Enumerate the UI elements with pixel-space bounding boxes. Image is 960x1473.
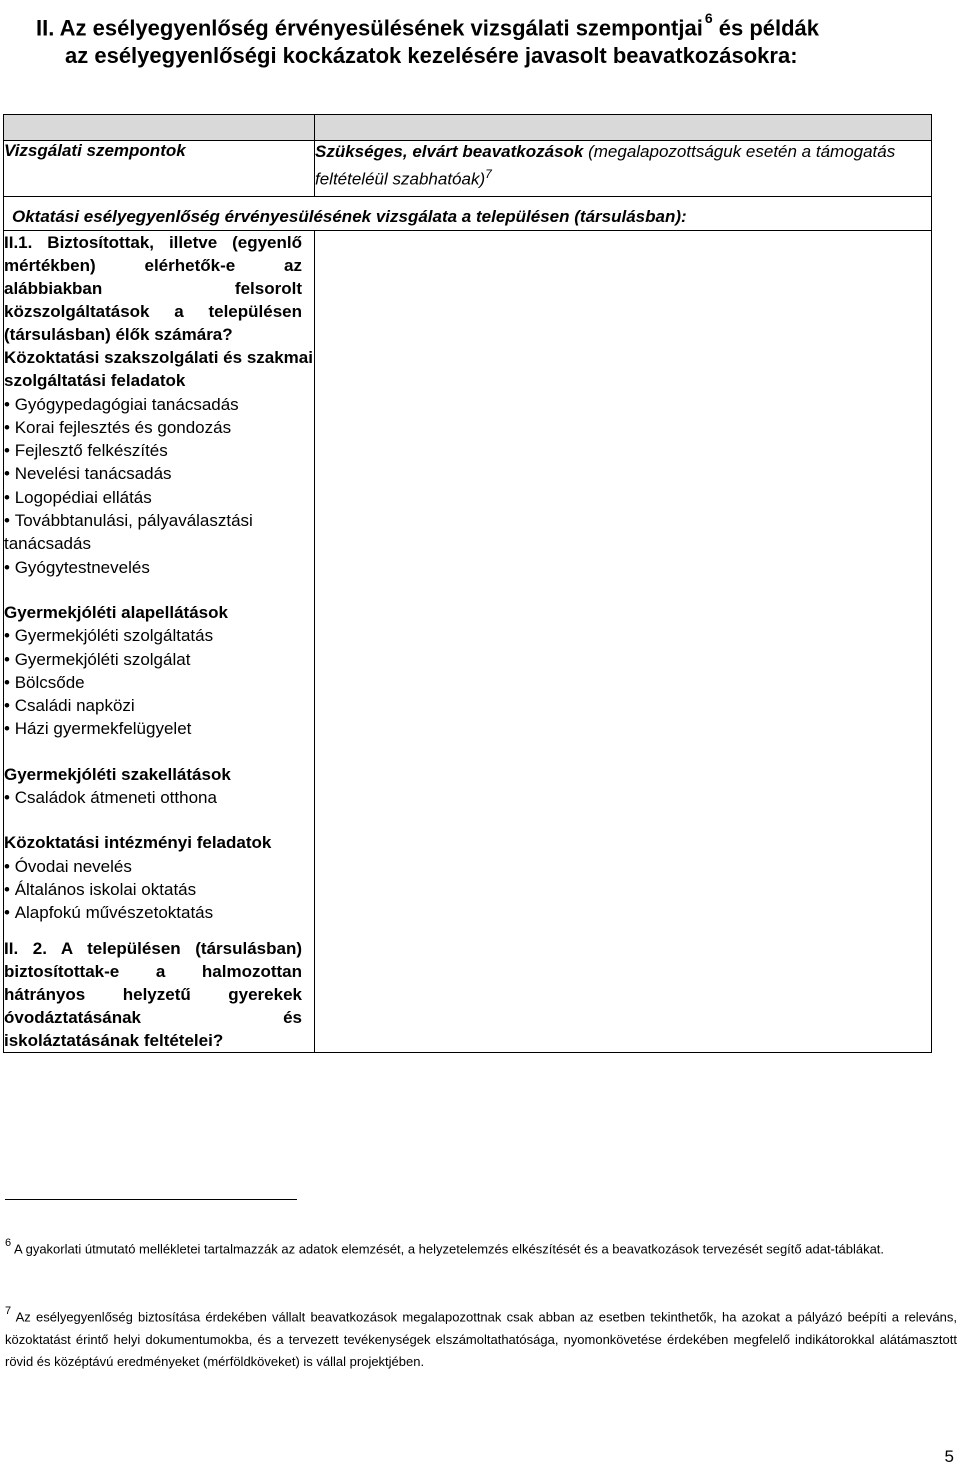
- service-group-4: [4, 831, 314, 924]
- list-item: • Házi gyermekfelügyelet: [4, 717, 314, 740]
- footnote-separator: [5, 1199, 297, 1200]
- column-header-interventions: [315, 141, 932, 197]
- footnote-6-mark: 6: [5, 1237, 12, 1249]
- list-item: • Alapfokú művészetoktatás: [4, 901, 314, 924]
- title-line2: az esélyegyenlőségi kockázatok kezelésére javasolt beavatkozásokra:: [65, 43, 798, 69]
- title-line1: II. Az esélyegyenlőség érvényesülésének vizsgálati szempontjai: [36, 15, 703, 41]
- list-item: • Nevelési tanácsadás: [4, 462, 314, 485]
- footnote-7: [5, 1302, 957, 1374]
- list-item: • Korai fejlesztés és gondozás: [4, 416, 314, 439]
- list-item: • Logopédiai ellátás: [4, 486, 314, 509]
- title-footnote-mark[interactable]: 6: [704, 10, 713, 26]
- list-item: • Továbbtanulási, pályaválasztási tanácsadás: [4, 509, 314, 556]
- group-heading: Közoktatási szakszolgálati és szakmai szolgáltatási feladatok: [4, 348, 313, 391]
- column-header-interventions-rest: (megalapozottságuk esetén a támogatás feltételéül szabhatóak): [315, 142, 896, 189]
- table-shaded-header: [4, 115, 932, 141]
- question-1: II.1. Biztosítottak, illetve (egyenlő mértékben) elérhetők-e az alábbiakban felsorolt közszolgáltatások a településen (társulásban) élők számára?: [4, 233, 302, 344]
- list-item: • Gyógytestnevelés: [4, 556, 314, 579]
- column-header-interventions-bold: Szükséges, elvárt beavatkozások: [315, 142, 584, 161]
- footnote-7-mark: 7: [5, 1305, 12, 1317]
- table-section-row: [4, 197, 932, 231]
- list-item: • Családi napközi: [4, 694, 314, 717]
- page-number: 5: [944, 1447, 954, 1466]
- list-item: • Általános iskolai oktatás: [4, 878, 314, 901]
- section-title: Oktatási esélyegyenlőség érvényesülésének vizsgálata a településen (társulásban):: [4, 197, 932, 231]
- list-item: • Gyermekjóléti szolgálat: [4, 648, 314, 671]
- interventions-cell[interactable]: [315, 231, 932, 1053]
- group-heading: Gyermekjóléti szakellátások: [4, 764, 231, 784]
- footnote-7-text: Az esélyegyenlőség biztosítása érdekében vállalt beavatkozások megalapozottnak csak abban az esetben tekinthetők, ha azokat a pályázó beépíti a releváns, közoktatást érintő helyi dokumentumokba, és a tervezett tevékenységek elszámoltathatósága, nyomonkövetése érdekében megfelelő indikátorokkal alátámasztott rövid és középtávú eredményeket (mérföldköveket) is vállal projektjében.: [5, 1309, 957, 1370]
- service-group-2: [4, 601, 314, 741]
- list-item: • Fejlesztő felkészítés: [4, 439, 314, 462]
- service-group-3: [4, 763, 314, 810]
- footnote-6-text: A gyakorlati útmutató mellékletei tartalmazzák az adatok elemzését, a helyzetelemzés elkészítését és a beavatkozások tervezését segítő adat-táblákat.: [11, 1241, 885, 1257]
- footnote-6: [5, 1234, 957, 1261]
- question-2: II. 2. A településen (társulásban) biztosítottak-e a halmozottan hátrányos helyzetű gyerekek óvodáztatásának és iskoláztatásának feltételei?: [4, 938, 302, 1050]
- column-header-criteria: Vizsgálati szempontok: [4, 141, 315, 197]
- title-line1-tail: és példák: [712, 15, 820, 41]
- criteria-cell: [4, 231, 315, 1053]
- table-content-row: [4, 231, 932, 1053]
- list-item: • Bölcsőde: [4, 671, 314, 694]
- list-item: • Gyógypedagógiai tanácsadás: [4, 393, 314, 416]
- group-heading: Közoktatási intézményi feladatok: [4, 833, 272, 853]
- service-group-1: [4, 346, 314, 579]
- list-item: • Családok átmeneti otthona: [4, 786, 314, 809]
- column-header-footnote-mark[interactable]: 7: [485, 167, 492, 181]
- list-item: • Óvodai nevelés: [4, 855, 314, 878]
- assessment-table: [3, 114, 932, 1053]
- table-column-headers: [4, 141, 932, 197]
- group-heading: Gyermekjóléti alapellátások: [4, 602, 228, 622]
- list-item: • Gyermekjóléti szolgáltatás: [4, 624, 314, 647]
- page-title: [36, 8, 936, 70]
